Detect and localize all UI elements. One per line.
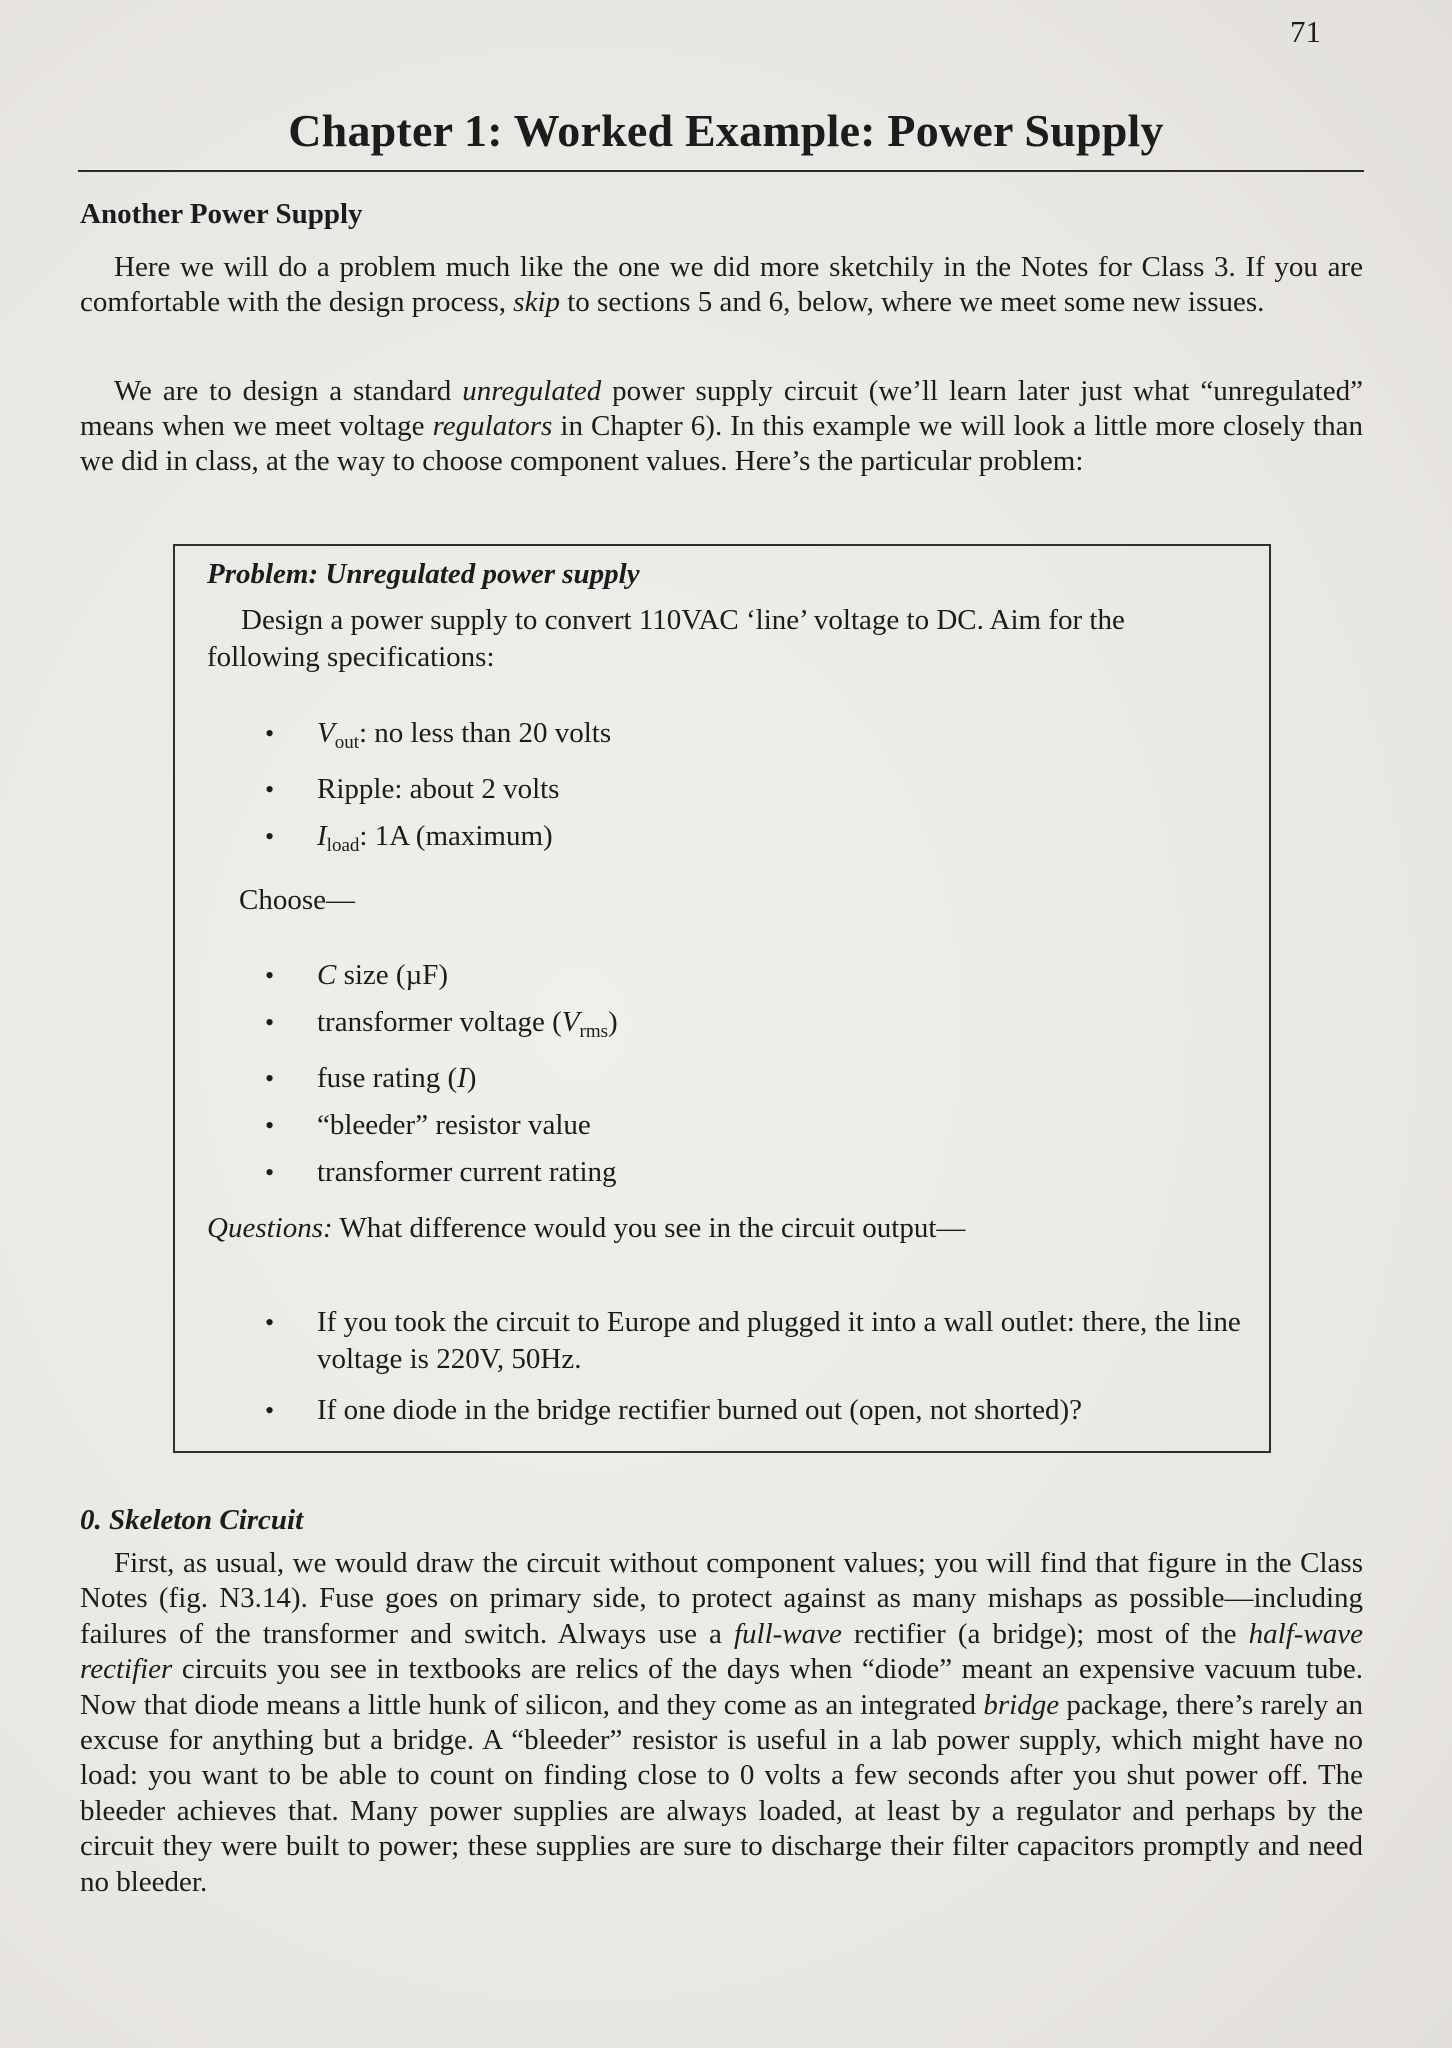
- subscript-load: load: [326, 835, 360, 856]
- subscript-out: out: [334, 732, 359, 753]
- emphasis-regulators: regulators: [432, 410, 553, 442]
- problem-box: [173, 544, 1271, 1453]
- text-run: Here we will do a problem much like the one we did more sketchily in the Notes for Class 3. If you are comfortable with the design process,: [80, 251, 1363, 318]
- bullet-icon: •: [265, 1008, 275, 1037]
- choose-text: “bleeder” resistor value: [317, 1109, 591, 1141]
- choose-item-transformer-current: [265, 1149, 618, 1196]
- questions-label: Questions:: [207, 1212, 333, 1244]
- choose-text: fuse rating (: [317, 1062, 458, 1094]
- spec-item-ripple: [265, 766, 611, 813]
- bullet-icon: •: [265, 1308, 275, 1337]
- choose-text: transformer current rating: [317, 1156, 617, 1188]
- bullet-icon: •: [265, 961, 275, 990]
- section-heading-another-power-supply: Another Power Supply: [80, 198, 363, 230]
- text-run: to sections 5 and 6, below, where we meet some new issues.: [560, 286, 1265, 318]
- questions-list: [265, 1304, 1269, 1443]
- specifications-list: [265, 710, 611, 869]
- symbol-v: V: [561, 1006, 580, 1038]
- bullet-icon: •: [265, 1396, 275, 1425]
- text-run: power supply circuit (we’ll learn later just what “unregulated” means when we meet voltage: [80, 375, 1363, 442]
- bullet-icon: •: [265, 1111, 275, 1140]
- emphasis-skip: skip: [513, 286, 560, 318]
- bullet-icon: •: [265, 719, 275, 748]
- bullet-icon: •: [265, 1158, 275, 1187]
- section-heading-skeleton-circuit: 0. Skeleton Circuit: [80, 1504, 304, 1536]
- question-item: [265, 1392, 1269, 1429]
- symbol-c: C: [317, 959, 337, 991]
- emphasis-bridge: bridge: [983, 1688, 1060, 1721]
- spec-item-vout: [265, 710, 611, 766]
- emphasis-full-wave: full-wave: [734, 1617, 842, 1650]
- spec-text: : no less than 20 volts: [359, 717, 612, 749]
- text-run: rectifier (a bridge); most of the: [841, 1617, 1249, 1650]
- question-text: If you took the circuit to Europe and plugged it into a wall outlet: there, the line voltage is 220V, 50Hz.: [317, 1306, 1241, 1375]
- question-item: [265, 1304, 1269, 1378]
- choose-text: size (µF): [336, 959, 449, 991]
- paragraph-intro: [80, 250, 1363, 320]
- spec-text: Ripple: about 2 volts: [317, 773, 560, 805]
- choose-label: Choose—: [239, 884, 355, 916]
- problem-title: Problem: Unregulated power supply: [207, 558, 640, 590]
- symbol-i: I: [317, 820, 327, 852]
- choose-text: ): [608, 1006, 618, 1038]
- choose-item-transformer-voltage: [265, 999, 618, 1055]
- choose-item-c-size: [265, 952, 618, 999]
- paragraph-design-task: [80, 374, 1363, 479]
- questions-intro-text: What difference would you see in the circuit output—: [332, 1212, 966, 1244]
- choose-text: transformer voltage (: [317, 1006, 562, 1038]
- bullet-icon: •: [265, 1064, 275, 1093]
- paragraph-skeleton-circuit: [80, 1546, 1363, 1900]
- spec-text: : 1A (maximum): [359, 820, 553, 852]
- subscript-rms: rms: [579, 1021, 609, 1042]
- problem-intro: Design a power supply to convert 110VAC ‘line’ voltage to DC. Aim for the following specifications:: [207, 604, 1125, 673]
- text-run: package, there’s rarely an excuse for anything but a bridge. A “bleeder” resistor is useful in a lab power supply, which might have no load: you want to be able to count on finding close to 0 volts a few seconds after you shut power off. The bleeder achieves that. Many power supplies are always loaded, at least by a regulator and perhaps by the circuit they were built to power; these supplies are sure to discharge their filter capacitors promptly and need no bleeder.: [80, 1688, 1363, 1898]
- spec-item-iload: [265, 813, 611, 869]
- emphasis-half-wave-rectifier: half-wave rectifier: [80, 1617, 1363, 1686]
- questions-intro: [207, 1212, 965, 1245]
- emphasis-unregulated: unregulated: [462, 375, 602, 407]
- symbol-i: I: [457, 1062, 467, 1094]
- bullet-icon: •: [265, 775, 275, 804]
- choose-text: ): [466, 1062, 477, 1094]
- choose-list: [265, 952, 618, 1196]
- title-rule: [78, 170, 1364, 172]
- chapter-title: Chapter 1: Worked Example: Power Supply: [288, 105, 1164, 156]
- symbol-v: V: [317, 717, 335, 749]
- text-run: We are to design a standard: [114, 375, 463, 407]
- text-run: First, as usual, we would draw the circuit without component values; you will find that figure in the Class Notes (fig. N3.14). Fuse goes on primary side, to protect against as many mishaps as possible—including failures of the transformer and switch. Always use a: [80, 1547, 1363, 1650]
- question-text: If one diode in the bridge rectifier burned out (open, not shorted)?: [317, 1394, 1083, 1426]
- bullet-icon: •: [265, 822, 275, 851]
- choose-item-bleeder: [265, 1102, 618, 1149]
- text-run: in Chapter 6). In this example we will look a little more closely than we did in class, at the way to choose component values. Here’s the particular problem:: [80, 410, 1363, 477]
- choose-item-fuse-rating: [265, 1055, 618, 1102]
- text-run: circuits you see in textbooks are relics of the days when “diode” meant an expensive vacuum tube. Now that diode means a little hunk of silicon, and they come as an integrated: [80, 1653, 1363, 1721]
- page-number: 71: [1290, 14, 1321, 49]
